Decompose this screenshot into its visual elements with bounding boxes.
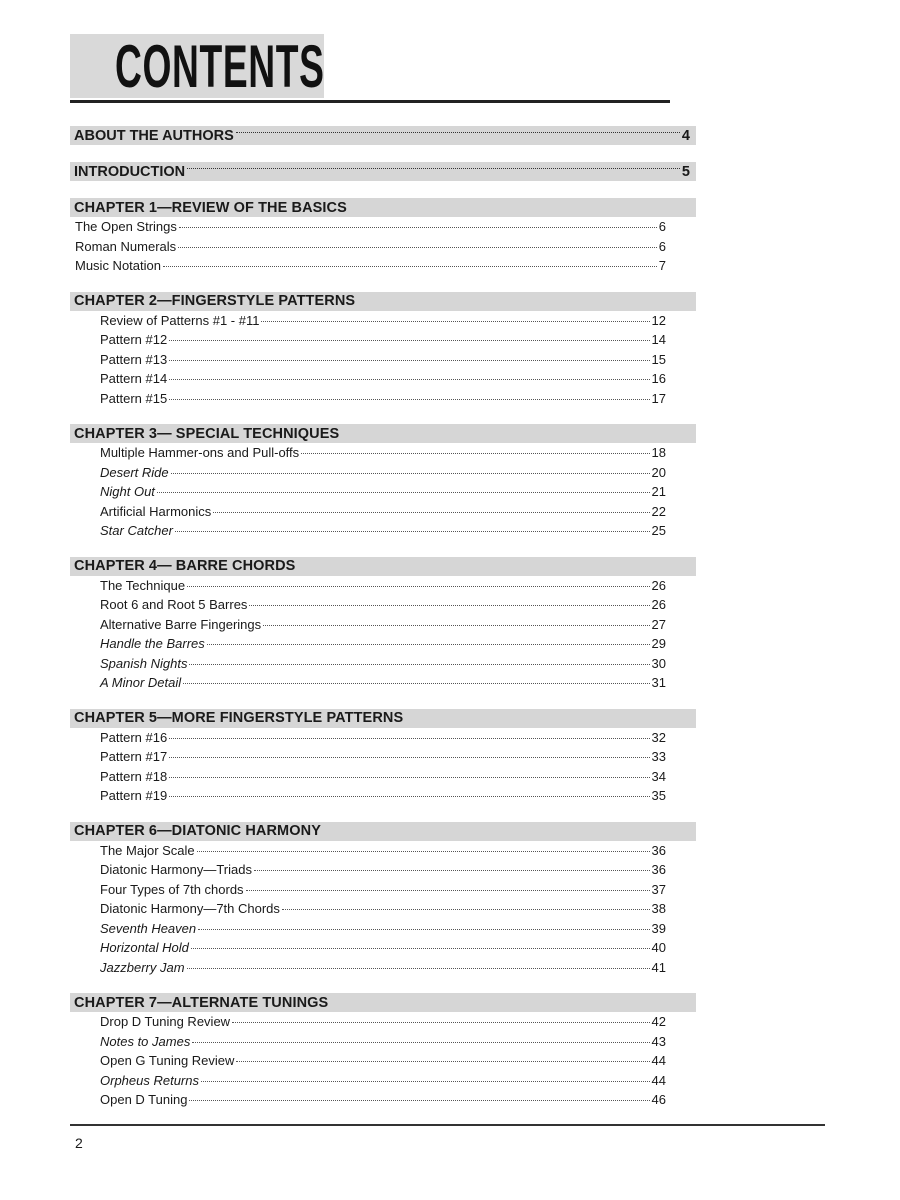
toc-entry[interactable]: [70, 940, 696, 960]
dot-leader: [187, 968, 650, 969]
toc-entry[interactable]: [70, 901, 696, 921]
toc-entry-page: 12: [651, 312, 666, 328]
toc-entry-page: 36: [651, 842, 666, 858]
dot-leader: [249, 605, 649, 606]
toc-top-section: [70, 162, 696, 181]
table-of-contents: [70, 126, 696, 1126]
dot-leader: [178, 247, 657, 248]
toc-entry-page: 17: [651, 390, 666, 406]
dot-leader: [187, 586, 649, 587]
toc-entry-label: Root 6 and Root 5 Barres: [100, 597, 248, 612]
toc-entry-label: Multiple Hammer-ons and Pull-offs: [100, 445, 300, 460]
toc-entry[interactable]: [70, 504, 696, 524]
dot-leader: [236, 1061, 649, 1062]
chapter-entry-list: [70, 728, 696, 808]
toc-top-entry[interactable]: [70, 126, 696, 145]
toc-entry[interactable]: [70, 371, 696, 391]
chapter-heading[interactable]: CHAPTER 1—REVIEW OF THE BASICS: [70, 198, 696, 217]
dot-leader: [169, 738, 649, 739]
toc-entry-page: 44: [651, 1072, 666, 1088]
dot-leader: [169, 796, 649, 797]
toc-entry-label: Diatonic Harmony—Triads: [100, 862, 252, 877]
toc-entry[interactable]: [70, 352, 696, 372]
toc-entry[interactable]: [70, 239, 696, 259]
toc-entry-label: Drop D Tuning Review: [100, 1014, 231, 1029]
toc-entry-page: 6: [658, 238, 666, 254]
toc-entry[interactable]: [70, 960, 696, 980]
toc-entry-page: 41: [651, 959, 666, 975]
toc-entry-label: The Major Scale: [100, 842, 195, 858]
toc-entry-label: Pattern #16: [100, 729, 168, 745]
dot-leader: [157, 492, 650, 493]
dot-leader: [171, 473, 650, 474]
toc-entry-label: Pattern #14: [100, 371, 168, 386]
toc-entry-page: 18: [651, 445, 666, 460]
chapter-entry-list: [70, 1012, 696, 1112]
toc-entry[interactable]: [70, 1073, 696, 1093]
chapter-section: [70, 557, 696, 695]
chapter-section: [70, 292, 696, 411]
toc-entry-label: Orpheus Returns: [100, 1072, 199, 1088]
toc-entry[interactable]: [70, 882, 696, 902]
dot-leader: [175, 531, 650, 532]
toc-entry-page: 36: [651, 862, 666, 877]
dot-leader: [197, 851, 650, 852]
dot-leader: [198, 929, 649, 930]
toc-entry-label: Pattern #17: [100, 749, 168, 764]
dot-leader: [163, 266, 657, 267]
toc-entry[interactable]: [70, 1014, 696, 1034]
chapter-heading[interactable]: CHAPTER 3— SPECIAL TECHNIQUES: [70, 424, 696, 443]
toc-entry-page: 21: [651, 484, 666, 499]
dot-leader: [169, 777, 649, 778]
chapter-entry-list: [70, 443, 696, 543]
toc-top-entry-label: ABOUT THE AUTHORS: [74, 127, 234, 144]
dot-leader: [189, 664, 649, 665]
dot-leader: [169, 379, 649, 380]
dot-leader: [191, 948, 650, 949]
toc-entry[interactable]: [70, 391, 696, 411]
toc-entry-label: Review of Patterns #1 - #11: [100, 312, 260, 328]
dot-leader: [254, 870, 650, 871]
dot-leader: [213, 512, 649, 513]
toc-entry-label: Star Catcher: [100, 523, 173, 538]
title-rule: [70, 100, 670, 103]
toc-entry-page: 43: [651, 1033, 666, 1049]
toc-entry-page: 14: [651, 332, 666, 347]
page-title: CONTENTS: [115, 33, 325, 100]
dot-leader: [236, 132, 680, 133]
toc-entry-page: 46: [651, 1092, 666, 1107]
toc-entry-page: 42: [651, 1014, 666, 1029]
toc-entry-page: 31: [651, 675, 666, 690]
dot-leader: [207, 644, 650, 645]
dot-leader: [169, 757, 649, 758]
toc-entry[interactable]: [70, 843, 696, 863]
dot-leader: [282, 909, 650, 910]
dot-leader: [179, 227, 657, 228]
toc-entry[interactable]: [70, 921, 696, 941]
chapter-heading[interactable]: CHAPTER 7—ALTERNATE TUNINGS: [70, 993, 696, 1012]
toc-entry-page: 38: [651, 901, 666, 916]
toc-entry[interactable]: [70, 597, 696, 617]
toc-entry-page: 44: [651, 1053, 666, 1068]
toc-entry-page: 16: [651, 371, 666, 386]
toc-entry-page: 37: [651, 881, 666, 897]
chapter-section: [70, 822, 696, 980]
toc-entry-label: Jazzberry Jam: [100, 959, 185, 975]
toc-entry-label: Night Out: [100, 484, 155, 499]
chapter-section: [70, 424, 696, 543]
toc-entry[interactable]: [70, 258, 696, 278]
toc-entry-label: Pattern #12: [100, 332, 168, 347]
toc-entry-page: 35: [651, 788, 666, 803]
toc-entry[interactable]: [70, 749, 696, 769]
toc-entry-page: 27: [651, 616, 666, 632]
toc-entry-page: 32: [651, 729, 666, 745]
toc-entry[interactable]: [70, 730, 696, 750]
toc-entry[interactable]: [70, 1092, 696, 1112]
chapter-section: [70, 198, 696, 278]
toc-entry-page: 40: [651, 940, 666, 955]
chapter-heading[interactable]: CHAPTER 4— BARRE CHORDS: [70, 557, 696, 576]
chapter-section: [70, 993, 696, 1112]
toc-entry-page: 15: [651, 351, 666, 367]
toc-entry-page: 33: [651, 749, 666, 764]
chapter-entry-list: [70, 217, 696, 278]
toc-entry-label: Pattern #18: [100, 768, 168, 784]
dot-leader: [187, 168, 680, 169]
toc-entry[interactable]: [70, 484, 696, 504]
toc-entry-page: 7: [658, 258, 666, 273]
dot-leader: [192, 1042, 649, 1043]
toc-top-entry-label: INTRODUCTION: [74, 163, 186, 180]
chapter-entry-list: [70, 841, 696, 980]
toc-entry-label: Seventh Heaven: [100, 920, 197, 936]
footer-rule: [70, 1124, 825, 1126]
toc-entry[interactable]: [70, 617, 696, 637]
toc-entry-page: 6: [658, 219, 666, 234]
toc-top-entry[interactable]: [70, 162, 696, 181]
toc-entry-page: 26: [651, 577, 666, 593]
dot-leader: [169, 399, 649, 400]
chapter-heading[interactable]: CHAPTER 5—MORE FINGERSTYLE PATTERNS: [70, 709, 696, 728]
toc-entry-label: Desert Ride: [100, 464, 169, 480]
toc-entry-page: 30: [651, 655, 666, 671]
toc-entry-label: Spanish Nights: [100, 655, 188, 671]
dot-leader: [232, 1022, 649, 1023]
toc-entry-page: 22: [651, 503, 666, 519]
dot-leader: [169, 340, 649, 341]
footer-page-number: 2: [75, 1135, 83, 1151]
toc-entry-label: Pattern #15: [100, 390, 168, 406]
toc-entry[interactable]: [70, 445, 696, 465]
toc-entry-label: Four Types of 7th chords: [100, 881, 244, 897]
chapter-heading[interactable]: CHAPTER 2—FINGERSTYLE PATTERNS: [70, 292, 696, 311]
dot-leader: [201, 1081, 650, 1082]
chapter-entry-list: [70, 311, 696, 411]
dot-leader: [261, 321, 649, 322]
toc-entry-page: 34: [651, 768, 666, 784]
toc-entry[interactable]: [70, 1053, 696, 1073]
toc-entry[interactable]: [70, 862, 696, 882]
dot-leader: [263, 625, 649, 626]
toc-entry-label: A Minor Detail: [100, 675, 182, 690]
toc-entry-label: Open G Tuning Review: [100, 1053, 235, 1068]
chapter-heading[interactable]: CHAPTER 6—DIATONIC HARMONY: [70, 822, 696, 841]
toc-entry[interactable]: [70, 769, 696, 789]
toc-entry-label: Horizontal Hold: [100, 940, 189, 955]
dot-leader: [189, 1100, 649, 1101]
dot-leader: [183, 683, 649, 684]
toc-entry[interactable]: [70, 313, 696, 333]
toc-top-section: [70, 126, 696, 145]
toc-entry[interactable]: [70, 523, 696, 543]
toc-entry-label: Music Notation: [75, 258, 161, 273]
toc-entry-label: Notes to James: [100, 1033, 191, 1049]
toc-entry-page: 25: [651, 523, 666, 538]
toc-top-entry-page: 4: [681, 127, 690, 144]
toc-entry[interactable]: [70, 332, 696, 352]
toc-entry[interactable]: [70, 465, 696, 485]
dot-leader: [246, 890, 650, 891]
toc-entry-page: 20: [651, 464, 666, 480]
dot-leader: [169, 360, 649, 361]
toc-entry[interactable]: [70, 578, 696, 598]
toc-entry-label: Diatonic Harmony—7th Chords: [100, 901, 280, 916]
dot-leader: [301, 453, 649, 454]
toc-entry[interactable]: [70, 636, 696, 656]
toc-entry[interactable]: [70, 1034, 696, 1054]
chapter-entry-list: [70, 576, 696, 695]
toc-entry-label: The Technique: [100, 577, 186, 593]
toc-entry-page: 39: [651, 920, 666, 936]
toc-entry-label: Roman Numerals: [75, 238, 177, 254]
toc-entry-label: Handle the Barres: [100, 636, 205, 651]
toc-entry-label: Alternative Barre Fingerings: [100, 616, 262, 632]
toc-entry-label: Open D Tuning: [100, 1092, 188, 1107]
toc-entry-page: 26: [651, 597, 666, 612]
toc-top-entry-page: 5: [681, 163, 690, 180]
toc-entry-label: Artificial Harmonics: [100, 503, 212, 519]
toc-entry[interactable]: [70, 656, 696, 676]
toc-entry-page: 29: [651, 636, 666, 651]
toc-entry[interactable]: [70, 675, 696, 695]
toc-entry-label: Pattern #19: [100, 788, 168, 803]
toc-entry-label: The Open Strings: [75, 219, 177, 234]
toc-entry-label: Pattern #13: [100, 351, 168, 367]
toc-entry[interactable]: [70, 788, 696, 808]
toc-entry[interactable]: [70, 219, 696, 239]
chapter-section: [70, 709, 696, 808]
